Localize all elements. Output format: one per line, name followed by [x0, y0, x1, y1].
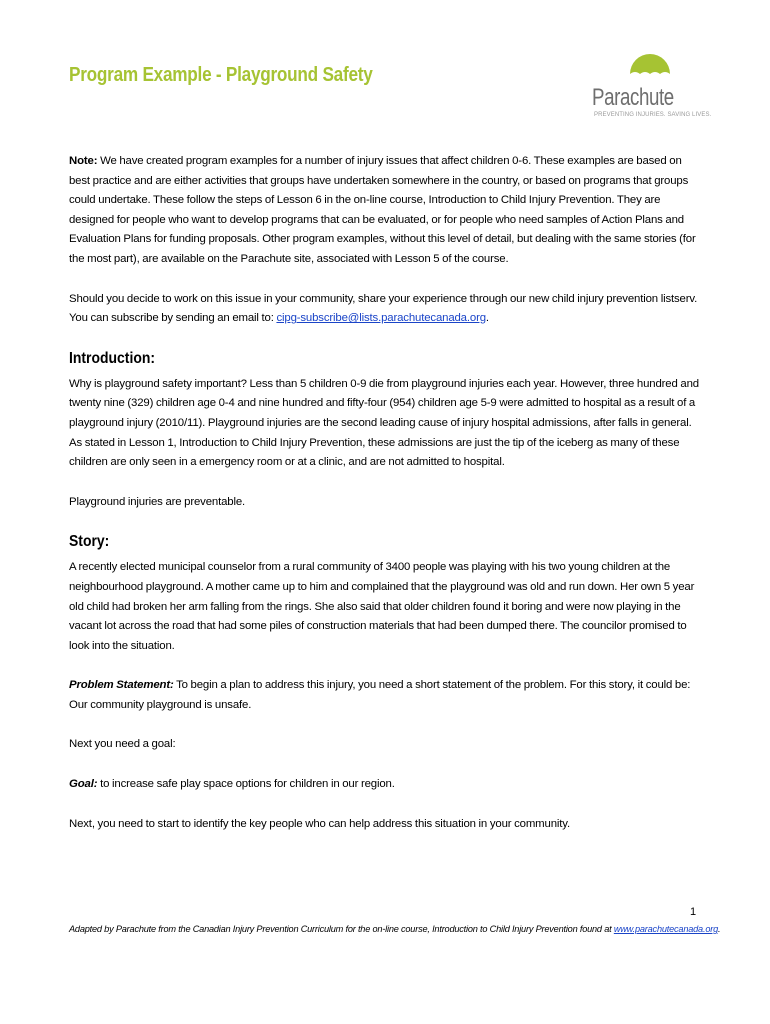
- footer-text-end: .: [718, 924, 721, 934]
- problem-statement-label: Problem Statement:: [69, 679, 174, 692]
- next-goal-paragraph: Next you need a goal:: [69, 738, 176, 751]
- logo-tagline: PREVENTING INJURIES. SAVING LIVES.: [594, 112, 712, 118]
- logo-wordmark: Parachute: [592, 84, 674, 111]
- story-paragraph: A recently elected municipal counselor from a rural community of 3400 people was playing with his two young children at the neighbourhood playground. A mother came up to him and complained that the playground was old and run down. Her own 5 year old child had broken her arm falling from the rings. She also said that older children found it boring and were now playing in the vacant lot across the road that had some piles of construction materials that had been dumped there. The councilor promised to look into the situation.: [69, 561, 695, 652]
- document-body: [69, 152, 705, 854]
- page-number: 1: [690, 906, 697, 918]
- introduction-paragraph: Why is playground safety important? Less than 5 children 0-9 die from playground injuries each year. However, three hundred and twenty nine (329) children age 0-4 and nine hundred and fifty-four (954) children age 5-9 were admitted to hospital as a result of a playground injury (2010/11). Playground injuries are the second leading cause of injury hospital admissions, after falls in general. As stated in Lesson 1, Introduction to Child Injury Prevention, these admissions are just the tip of the iceberg as many of these children are only seen in a emergency room or at a clinic, and are not admitted to hospital.: [69, 377, 699, 469]
- listserv-paragraph: [69, 290, 705, 329]
- footer-text: Adapted by Parachute from the Canadian Injury Prevention Curriculum for the on-line course, Introduction to Child Injury Prevention found at: [69, 924, 614, 934]
- footer-attribution: [69, 924, 721, 934]
- goal-label: Goal:: [69, 778, 98, 791]
- parachute-logo: [586, 38, 712, 124]
- subscribe-email-link[interactable]: cipg-subscribe@lists.parachutecanada.org: [276, 312, 486, 325]
- introduction-heading: Introduction:: [69, 349, 156, 367]
- next-people-paragraph: Next, you need to start to identify the key people who can help address this situation in your community.: [69, 817, 570, 830]
- problem-statement-text: To begin a plan to address this injury, you need a short statement of the problem. For this story, it could be: Our community playground is unsafe.: [69, 679, 691, 711]
- preventable-paragraph: Playground injuries are preventable.: [69, 495, 246, 508]
- parachute-website-link[interactable]: www.parachutecanada.org: [613, 924, 718, 934]
- listserv-text-end: .: [485, 312, 489, 325]
- goal-paragraph: [69, 775, 705, 795]
- note-paragraph: [69, 152, 705, 270]
- parachute-canopy-icon: [628, 44, 672, 84]
- story-heading: Story:: [69, 533, 110, 551]
- page-title: Program Example - Playground Safety: [69, 64, 373, 86]
- problem-statement-paragraph: [69, 676, 705, 715]
- goal-text: to increase safe play space options for children in our region.: [97, 778, 395, 791]
- listserv-text: Should you decide to work on this issue in your community, share your experience through our new child injury prevention listserv. You can subscribe by sending an email to:: [69, 292, 698, 325]
- note-text: We have created program examples for a number of injury issues that affect children 0-6. These examples are based on best practice and are either activities that groups have undertaken somewhere in the country, or based on programs that groups could undertake. These follow the steps of Lesson 6 in the on-line course, Introduction to Child Injury Prevention. They are designed for people who want to develop programs that can be evaluated, or for people who need samples of Action Plans and Evaluation Plans for funding proposals. Other program examples, without this level of detail, but dealing with the same stories (for the most part), are available on the Parachute site, associated with Lesson 5 of the course.: [69, 155, 696, 265]
- note-label: Note:: [69, 155, 98, 167]
